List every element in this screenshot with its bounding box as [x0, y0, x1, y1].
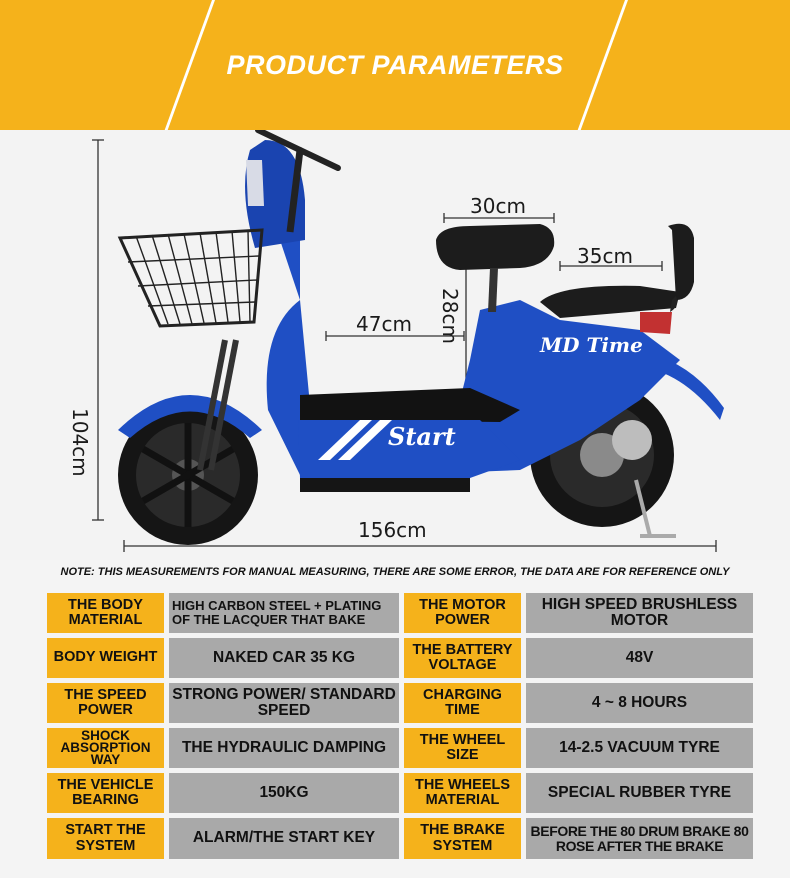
spec-label-start-system: START THE SYSTEM — [47, 818, 164, 859]
total-length-dimension-label: 156cm — [358, 518, 427, 542]
spec-label-speed-power: THE SPEED POWER — [47, 683, 164, 723]
seat-post — [488, 268, 498, 312]
spec-label-shock-absorption: SHOCK ABSORPTION WAY — [47, 728, 164, 768]
spec-label-charging-time: CHARGING TIME — [404, 683, 521, 723]
header-banner — [0, 0, 790, 130]
spec-value-wheel-size: 14-2.5 VACUUM TYRE — [526, 728, 753, 768]
spec-value-wheels-material: SPECIAL RUBBER TYRE — [526, 773, 753, 813]
spec-label-vehicle-bearing: THE VEHICLE BEARING — [47, 773, 164, 813]
spec-value-motor-power: HIGH SPEED BRUSHLESS MOTOR — [526, 593, 753, 633]
spec-label-body-weight: BODY WEIGHT — [47, 638, 164, 678]
spec-value-shock-absorption: THE HYDRAULIC DAMPING — [169, 728, 399, 768]
front-basket — [120, 230, 262, 326]
spec-label-motor-power: THE MOTOR POWER — [404, 593, 521, 633]
scooter-illustration — [0, 130, 790, 560]
spec-value-vehicle-bearing: 150KG — [169, 773, 399, 813]
spec-value-brake-system: BEFORE THE 80 DRUM BRAKE 80 ROSE AFTER THE BRAKE — [526, 818, 753, 859]
headlight — [246, 160, 264, 206]
seat-width-dimension-label: 30cm — [470, 194, 526, 218]
spec-value-speed-power: STRONG POWER/ STANDARD SPEED — [169, 683, 399, 723]
spec-table — [47, 593, 753, 859]
spec-label-wheel-size: THE WHEEL SIZE — [404, 728, 521, 768]
spec-label-battery-voltage: THE BATTERY VOLTAGE — [404, 638, 521, 678]
spec-value-battery-voltage: 48V — [526, 638, 753, 678]
measurement-note: NOTE: THIS MEASUREMENTS FOR MANUAL MEASURING, THERE ARE SOME ERROR, THE DATA ARE FOR REFERENCE ONLY — [60, 566, 730, 578]
rear-rack-dimension-label: 35cm — [577, 244, 633, 268]
backrest — [668, 224, 694, 300]
panel-logo-text: MD Time — [540, 333, 643, 357]
product-photo — [0, 130, 790, 560]
spec-label-body-material: THE BODY MATERIAL — [47, 593, 164, 633]
spec-value-body-weight: NAKED CAR 35 KG — [169, 638, 399, 678]
tail-light — [640, 312, 672, 334]
spec-value-charging-time: 4 ~ 8 HOURS — [526, 683, 753, 723]
spec-label-brake-system: THE BRAKE SYSTEM — [404, 818, 521, 859]
floor-length-dimension-label: 47cm — [356, 312, 412, 336]
side-logo-text: Start — [388, 422, 456, 451]
seat-height-dimension-label: 28cm — [438, 288, 462, 344]
page-title: PRODUCT PARAMETERS — [226, 50, 564, 80]
spec-value-body-material: HIGH CARBON STEEL + PLATING OF THE LACQUER THAT BAKE — [169, 593, 399, 633]
seat — [436, 224, 554, 270]
side-skirt — [300, 478, 470, 492]
height-dimension-label: 104cm — [68, 408, 92, 477]
spec-value-start-system: ALARM/THE START KEY — [169, 818, 399, 859]
spec-label-wheels-material: THE WHEELS MATERIAL — [404, 773, 521, 813]
